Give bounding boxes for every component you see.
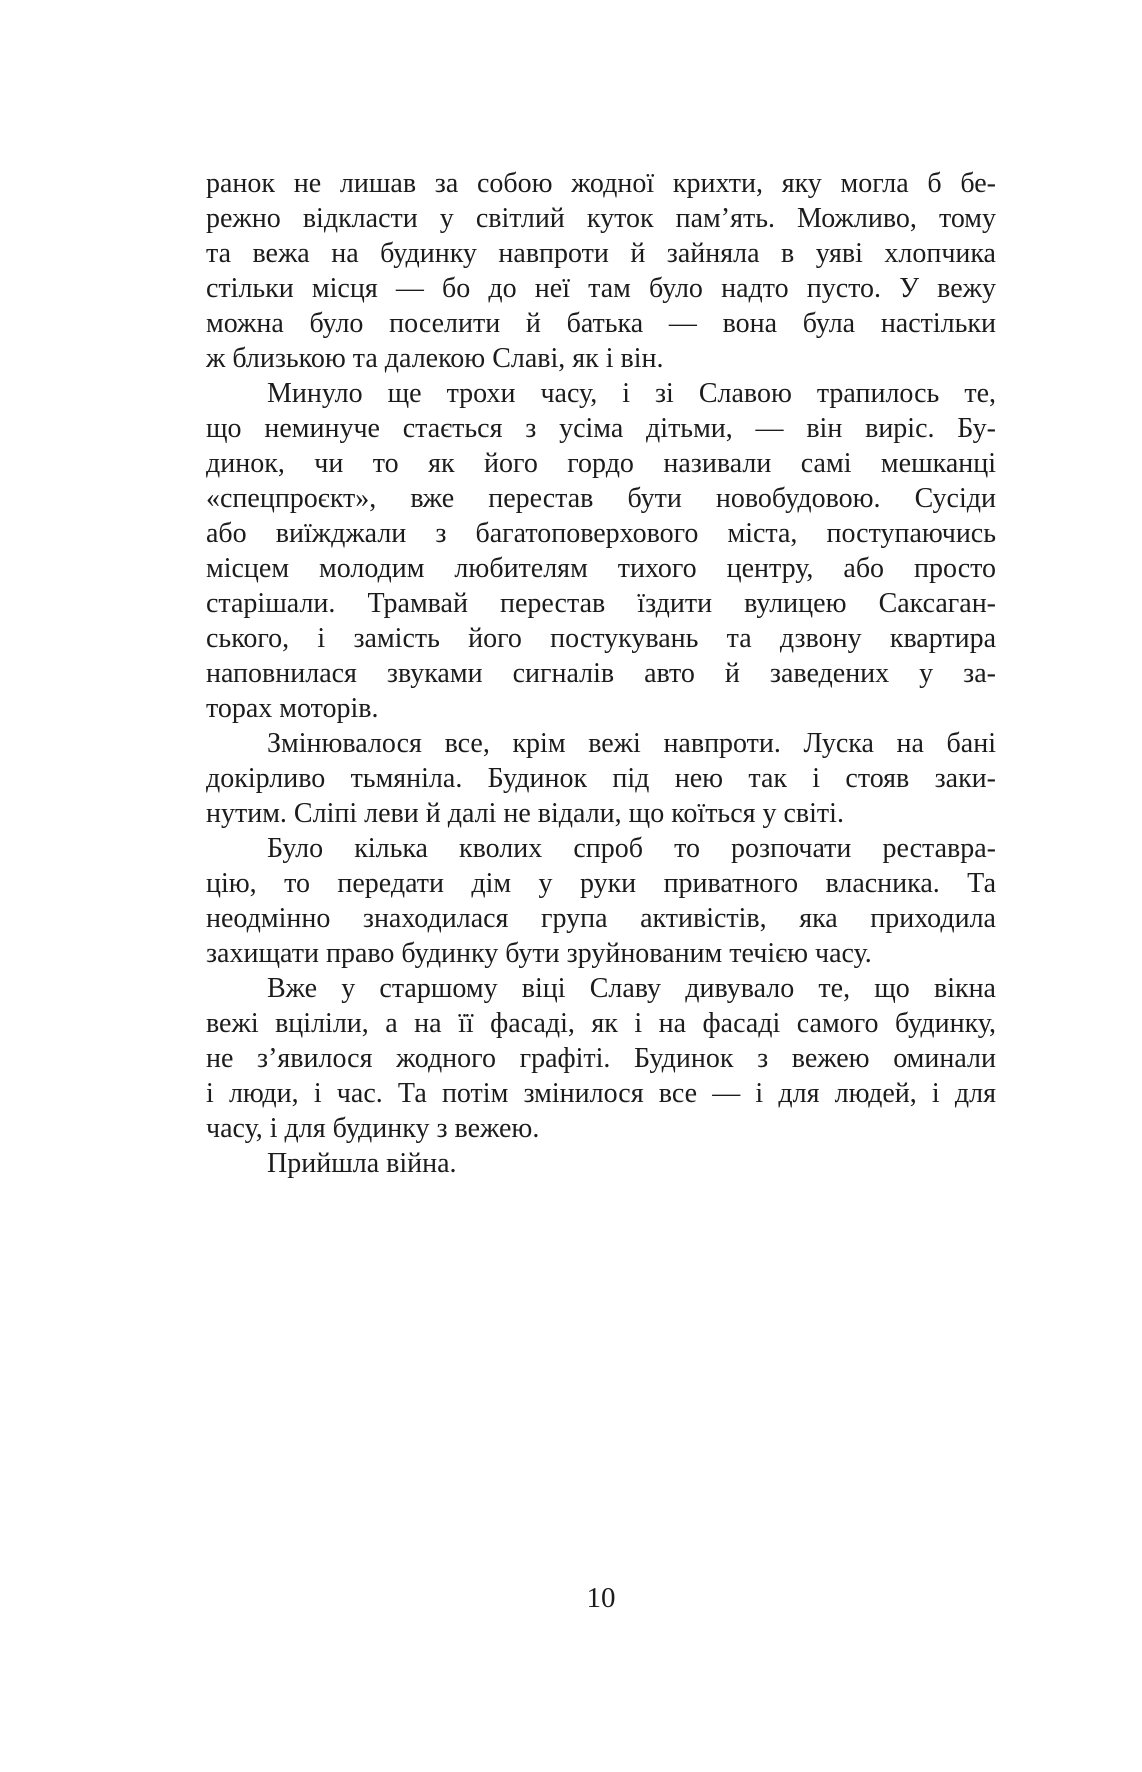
text-line: часу, і для будинку з вежею. — [206, 1113, 540, 1144]
text-line: динок, чи то як його гордо називали самі мешканці — [206, 448, 996, 479]
text-line: і люди, і час. Та потім змінилося все — і для людей, і для — [206, 1078, 996, 1109]
text-line: режно відкласти у світлий куток пам’ять. Можливо, тому — [206, 203, 996, 234]
text-line: Було кілька кволих спроб то розпочати реставра- — [267, 833, 996, 864]
text-line: докірливо тьмяніла. Будинок під нею так і стояв заки- — [206, 763, 996, 794]
text-line: «спецпроєкт», вже перестав бути новобудовою. Сусіди — [206, 483, 996, 514]
page-number: 10 — [586, 1582, 616, 1614]
paragraph-6 — [206, 1146, 996, 1181]
text-line: ранок не лишав за собою жодної крихти, яку могла б бе- — [206, 168, 996, 199]
text-line: не з’явилося жодного графіті. Будинок з вежею оминали — [206, 1043, 996, 1074]
text-line: наповнилася звуками сигналів авто й заведених у за- — [206, 658, 996, 689]
paragraph-4 — [206, 831, 996, 971]
text-line: місцем молодим любителям тихого центру, або просто — [206, 553, 996, 584]
text-line: цію, то передати дім у руки приватного власника. Та — [206, 868, 996, 899]
text-line: Вже у старшому віці Славу дивувало те, що вікна — [267, 973, 996, 1004]
text-line: Прийшла війна. — [267, 1148, 457, 1179]
text-line: ського, і замість його постукувань та дзвону квартира — [206, 623, 996, 654]
text-line: та вежа на будинку навпроти й зайняла в уяві хлопчика — [206, 238, 996, 269]
text-line: Змінювалося все, крім вежі навпроти. Луска на бані — [267, 728, 996, 759]
text-line: можна було поселити й батька — вона була настільки — [206, 308, 996, 339]
text-line: торах моторів. — [206, 693, 379, 724]
body-text — [206, 166, 996, 1181]
text-line: ж близькою та далекою Славі, як і він. — [206, 343, 664, 374]
paragraph-2 — [206, 376, 996, 726]
text-line: неодмінно знаходилася група активістів, яка приходила — [206, 903, 996, 934]
text-line: стільки місця — бо до неї там було надто пусто. У вежу — [206, 273, 996, 304]
text-line: Минуло ще трохи часу, і зі Славою трапилось те, — [267, 378, 996, 409]
text-line: захищати право будинку бути зруйнованим течією часу. — [206, 938, 872, 969]
paragraph-3 — [206, 726, 996, 831]
text-line: що неминуче стається з усіма дітьми, — він виріс. Бу- — [206, 413, 996, 444]
text-line: нутим. Сліпі леви й далі не відали, що коїться у світі. — [206, 798, 844, 829]
paragraph-5 — [206, 971, 996, 1146]
text-line: вежі вціліли, а на її фасаді, як і на фасаді самого будинку, — [206, 1008, 996, 1039]
text-line: або виїжджали з багатоповерхового міста, поступаючись — [206, 518, 996, 549]
paragraph-1 — [206, 166, 996, 376]
text-line: старішали. Трамвай перестав їздити вулицею Саксаган- — [206, 588, 996, 619]
